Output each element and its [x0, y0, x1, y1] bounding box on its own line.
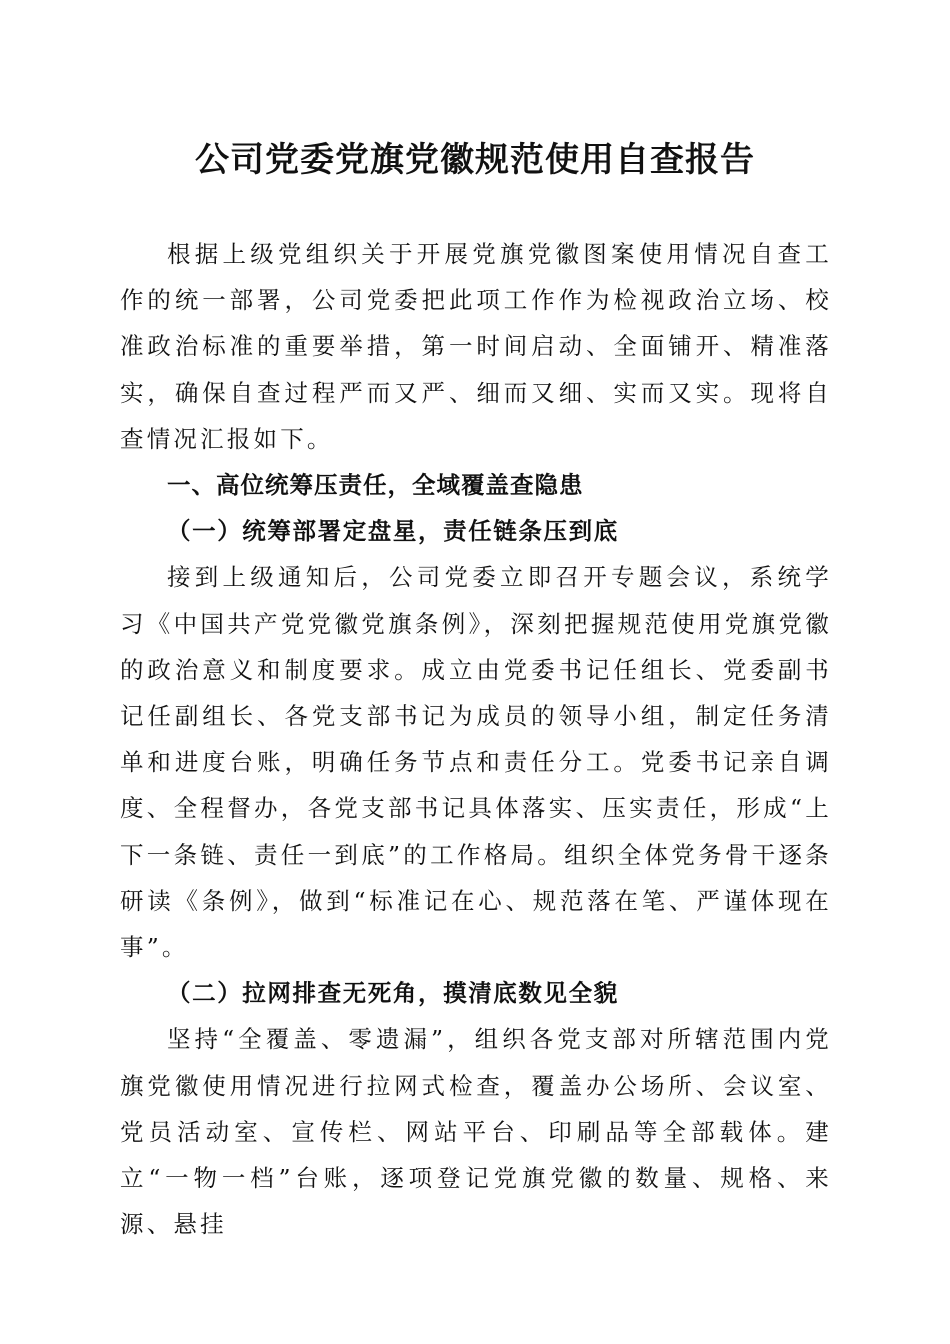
subsection-2-paragraph: 坚持“全覆盖、零遗漏”，组织各党支部对所辖范围内党旗党徽使用情况进行拉网式检查，覆盖办公场所、会议室、党员活动室、宣传栏、网站平台、印刷品等全部载体。建立“一物一档”台账，逐项登记党旗党徽的数量、规格、来源、悬挂 [120, 1025, 832, 1239]
subsection-2-heading: （二）拉网排查无死角，摸清底数见全貌 [167, 979, 619, 1008]
subsection-1-heading: （一）统筹部署定盘星，责任链条压到底 [167, 517, 619, 546]
document-body [120, 231, 832, 1247]
intro-paragraph: 根据上级党组织关于开展党旗党徽图案使用情况自查工作的统一部署，公司党委把此项工作作为检视政治立场、校准政治标准的重要举措，第一时间启动、全面铺开、精准落实，确保自查过程严而又严、细而又细、实而又实。现将自查情况汇报如下。 [120, 240, 832, 453]
document-title: 公司党委党旗党徽规范使用自查报告 [195, 140, 755, 180]
subsection-1-paragraph: 接到上级通知后，公司党委立即召开专题会议，系统学习《中国共产党党徽党旗条例》，深刻把握规范使用党旗党徽的政治意义和制度要求。成立由党委书记任组长、党委副书记任副组长、各党支部书记为成员的领导小组，制定任务清单和进度台账，明确任务节点和责任分工。党委书记亲自调度、全程督办，各党支部书记具体落实、压实责任，形成“上下一条链、责任一到底”的工作格局。组织全体党务骨干逐条研读《条例》，做到“标准记在心、规范落在笔、严谨体现在事”。 [120, 563, 832, 962]
section-1-heading: 一、高位统筹压责任，全域覆盖查隐患 [167, 471, 584, 500]
